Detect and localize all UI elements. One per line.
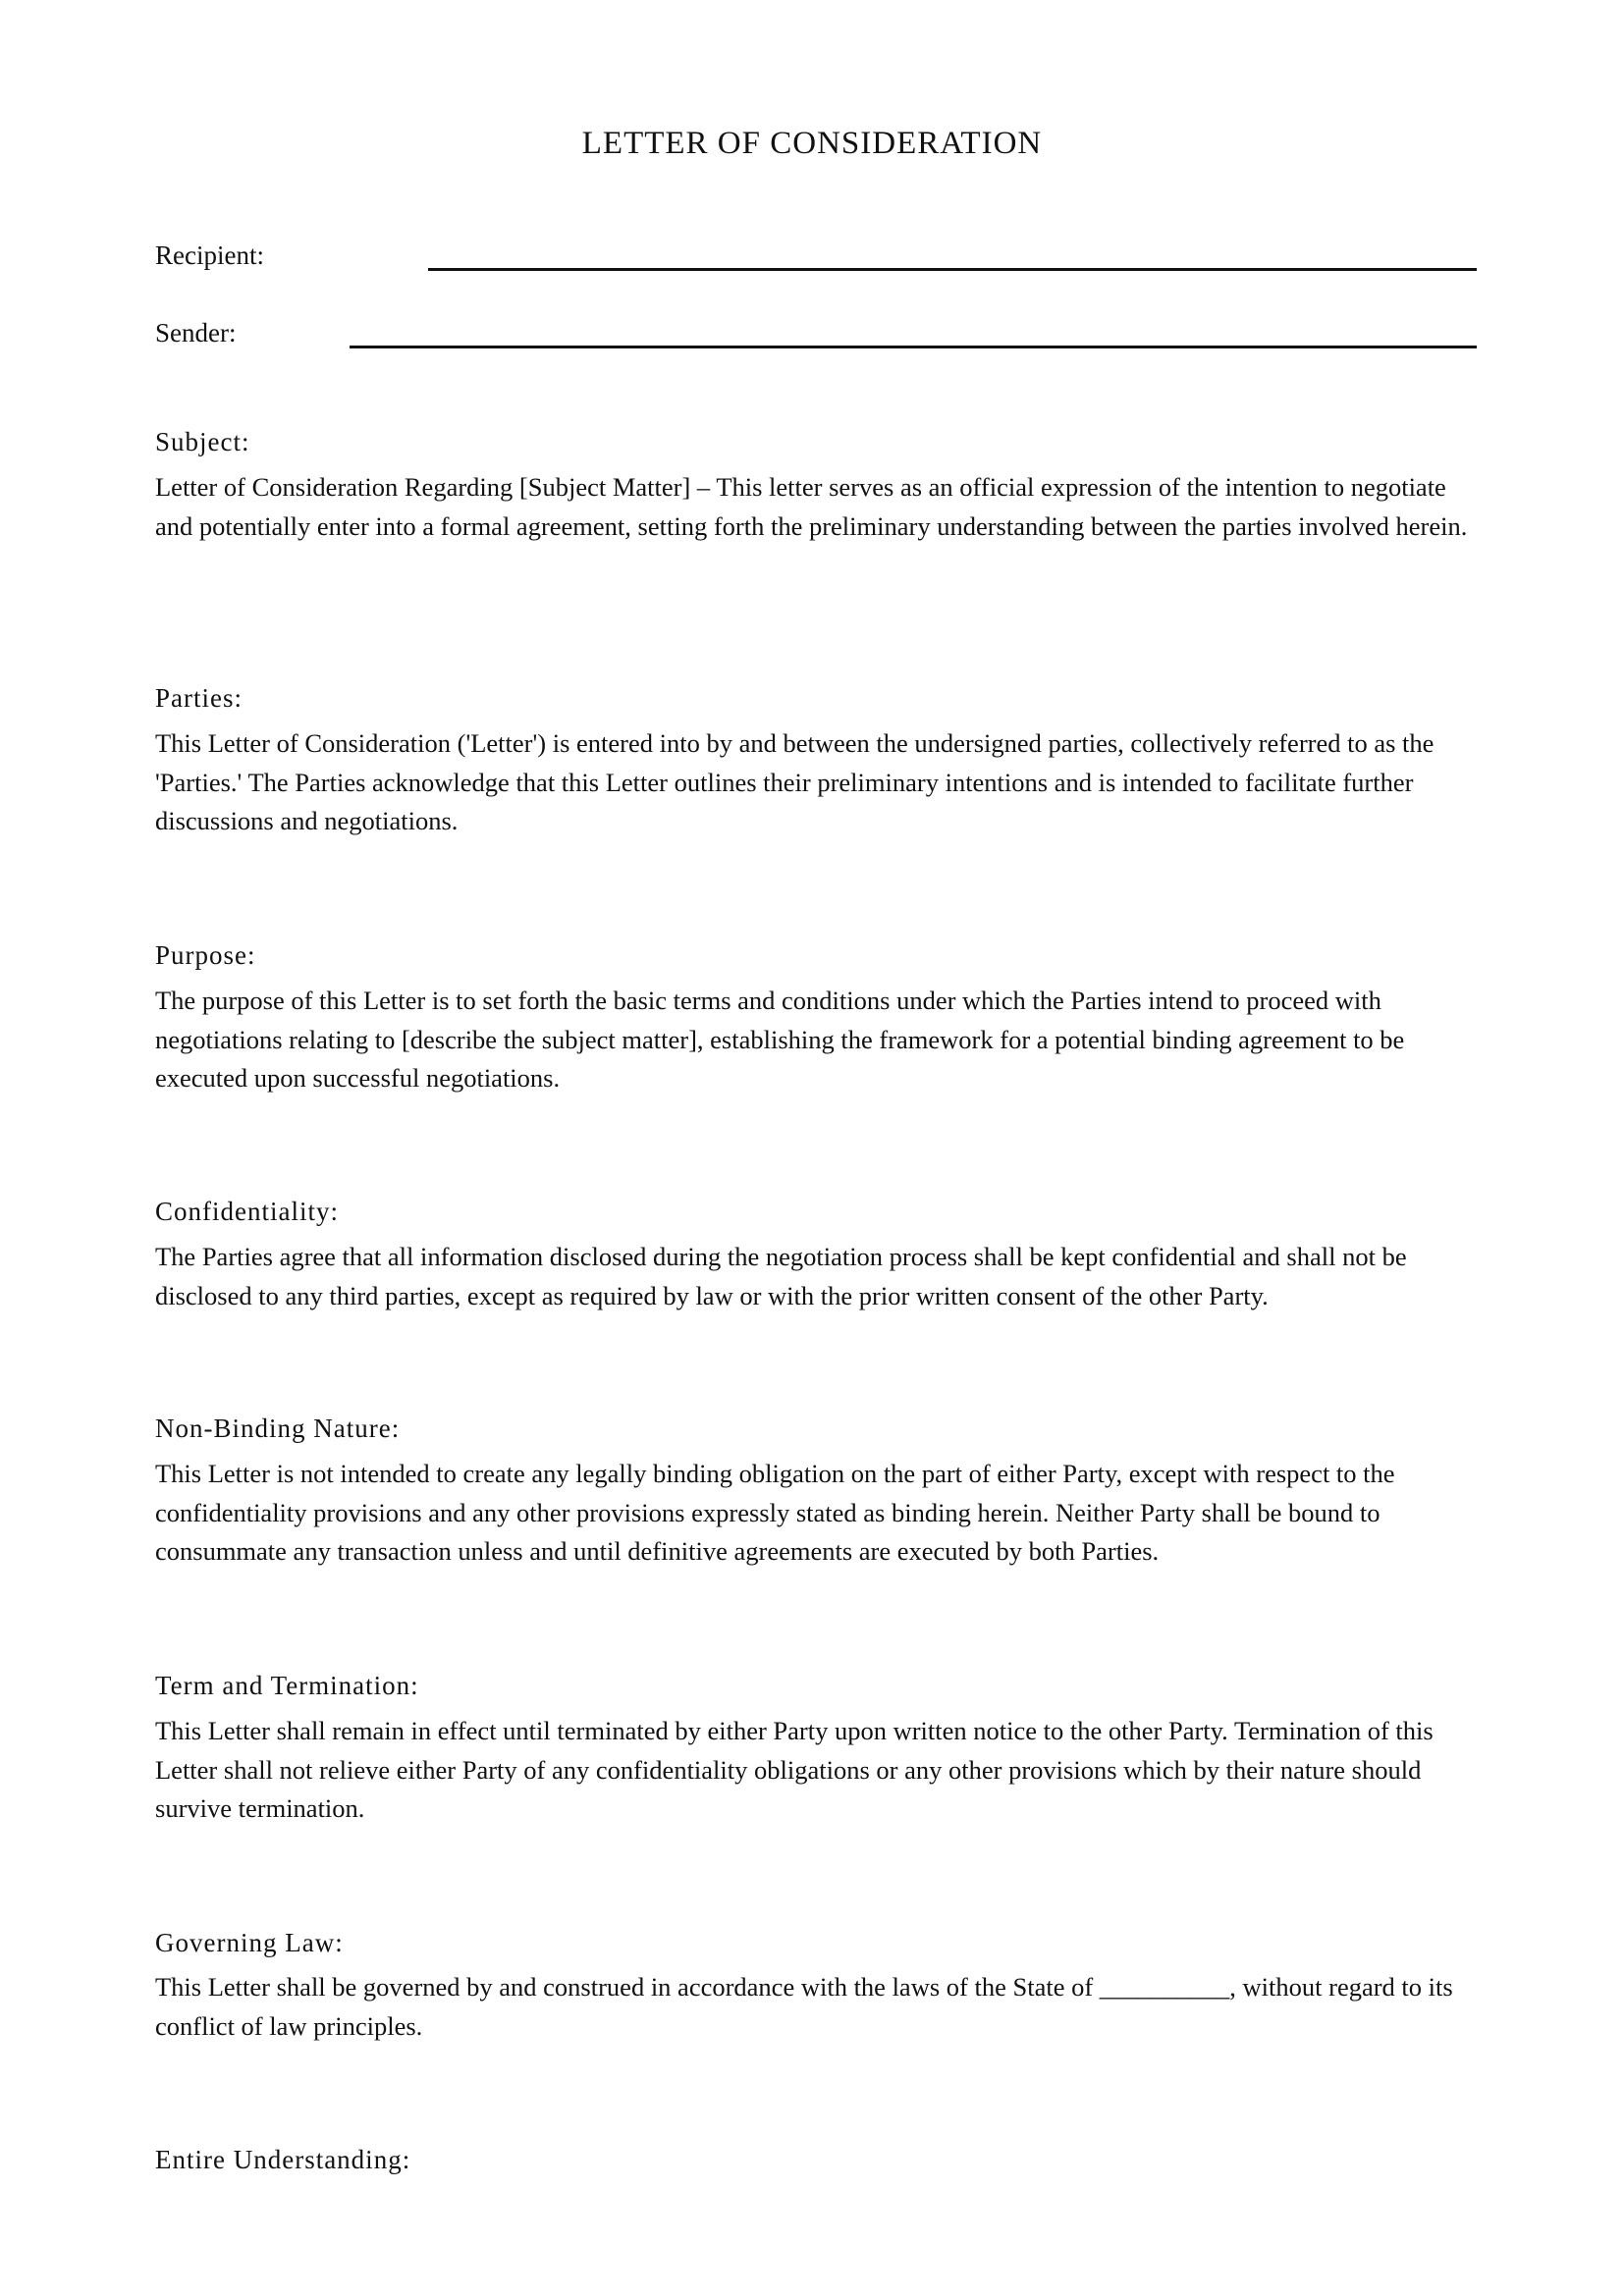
recipient-field <box>155 236 1477 275</box>
section-heading-subject: Subject: <box>155 427 250 456</box>
recipient-label: Recipient: <box>155 240 264 270</box>
section-body-confidentiality: The Parties agree that all information disclosed during the negotiation process shall be kept confidential and shall not be disclosed to any third parties, except as required by law or with the prior written consent of the other Party. <box>155 1242 1407 1310</box>
section-heading-parties: Parties: <box>155 683 243 713</box>
section-body-subject: Letter of Consideration Regarding [Subject Matter] – This letter serves as an official expression of the intention to negotiate and potentially enter into a formal agreement, setting forth the preliminary understanding between the parties involved herein. <box>155 472 1468 541</box>
section-body-parties: This Letter of Consideration ('Letter') is entered into by and between the undersigned parties, collectively referred to as the 'Parties.' The Parties acknowledge that this Letter outlines their preliminary intentions and is intended to facilitate further discussions and negotiations. <box>155 728 1435 835</box>
section-heading-confidentiality: Confidentiality: <box>155 1197 339 1226</box>
section-heading-entire-understanding: Entire Understanding: <box>155 2145 411 2174</box>
sender-field <box>155 313 1477 352</box>
section-body-non-binding-nature: This Letter is not intended to create any legally binding obligation on the part of either Party, except with respect to the confidentiality provisions and any other provisions expressly stated as binding herein. Neither Party shall be bound to consummate any transaction unless and until definitive agreements are executed by both Parties. <box>155 1459 1395 1566</box>
sender-blank-line[interactable] <box>350 346 1477 348</box>
section-body-term-and-termination: This Letter shall remain in effect until terminated by either Party upon written notice to the other Party. Termination of this Letter shall not relieve either Party of any confidentiality obligations or any other provisions which by their nature should survive termination. <box>155 1716 1434 1823</box>
sender-label: Sender: <box>155 318 237 347</box>
section-heading-governing-law: Governing Law: <box>155 1928 344 1957</box>
section-body-purpose: The purpose of this Letter is to set forth the basic terms and conditions under which the Parties intend to proceed with negotiations relating to [describe the subject matter], establishing the framework for a potential binding agreement to be executed upon successful negotiations. <box>155 986 1405 1093</box>
section-body-governing-law: This Letter shall be governed by and construed in accordance with the laws of the State of __________, without regard to its conflict of law principles. <box>155 1972 1453 2041</box>
section-heading-non-binding-nature: Non-Binding Nature: <box>155 1414 401 1443</box>
document-title: LETTER OF CONSIDERATION <box>581 126 1043 161</box>
section-heading-term-and-termination: Term and Termination: <box>155 1671 419 1700</box>
section-heading-purpose: Purpose: <box>155 940 256 970</box>
recipient-blank-line[interactable] <box>428 268 1477 271</box>
